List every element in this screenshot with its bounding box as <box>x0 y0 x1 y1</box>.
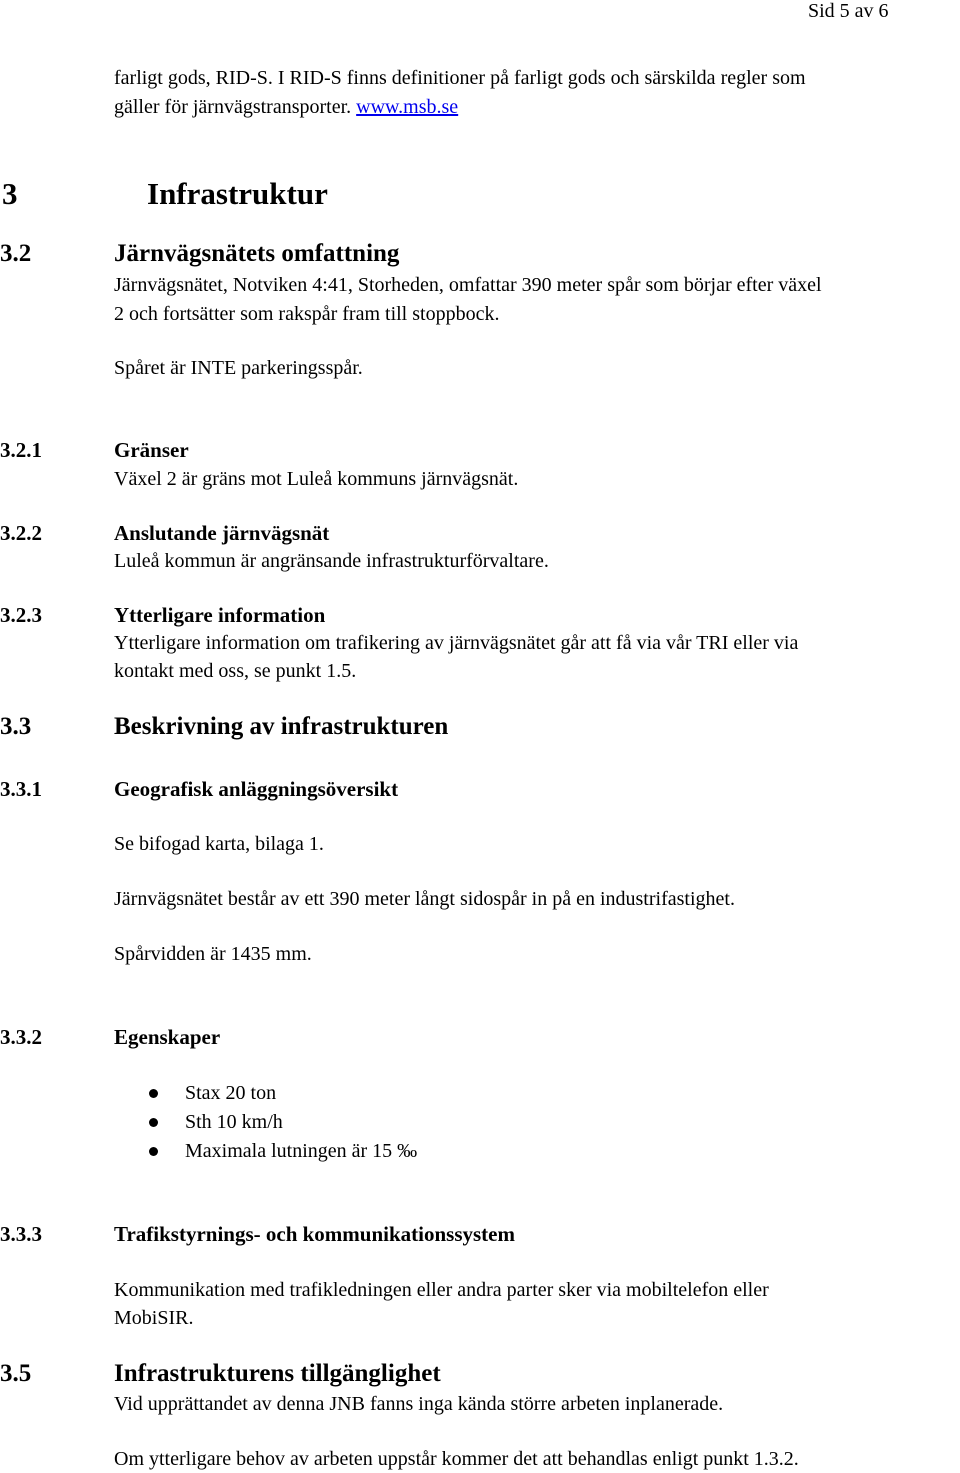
intro-line-2-text: gäller för järnvägstransporter. <box>114 96 357 118</box>
section-3-3-1-number: 3.3.1 <box>0 777 42 801</box>
section-3-5-title: Infrastrukturens tillgänglighet <box>114 1360 441 1387</box>
intro-line-2 <box>114 93 458 121</box>
section-3-2-2-title: Anslutande järnvägsnät <box>114 521 330 545</box>
bullet-item: Stax 20 ton <box>185 1082 277 1104</box>
bullet-dot-icon <box>149 1089 158 1098</box>
section-3-2-1-text: Växel 2 är gräns mot Luleå kommuns järnvägsnät. <box>114 468 519 490</box>
msb-link[interactable]: www.msb.se <box>356 96 459 118</box>
section-3-3-1-p3: Spårvidden är 1435 mm. <box>114 943 312 965</box>
section-3-3-title: Beskrivning av infrastrukturen <box>114 713 449 740</box>
section-3-number: 3 <box>2 176 18 211</box>
section-3-2-3-number: 3.2.3 <box>0 603 42 627</box>
section-3-3-1-title: Geografisk anläggningsöversikt <box>114 777 399 801</box>
section-3-3-3-number: 3.3.3 <box>0 1222 42 1246</box>
section-3-2-line-3: Spåret är INTE parkeringsspår. <box>114 357 363 379</box>
section-3-2-line-2: 2 och fortsätter som rakspår fram till stoppbock. <box>114 303 500 325</box>
section-3-2-3-title: Ytterligare information <box>114 603 326 627</box>
section-3-5-p1: Vid upprättandet av denna JNB fanns inga kända större arbeten inplanerade. <box>114 1393 724 1415</box>
section-3-3-3-line-2: MobiSIR. <box>114 1307 194 1329</box>
section-3-3-3-line-1: Kommunikation med trafikledningen eller andra parter sker via mobiltelefon eller <box>114 1279 769 1301</box>
bullet-dot-icon <box>149 1118 158 1127</box>
section-3-3-3-title: Trafikstyrnings- och kommunikationssystem <box>114 1222 515 1246</box>
section-3-3-1-p1: Se bifogad karta, bilaga 1. <box>114 833 324 855</box>
section-3-5-number: 3.5 <box>0 1360 32 1387</box>
section-3-3-2-number: 3.3.2 <box>0 1025 42 1049</box>
section-3-3-number: 3.3 <box>0 713 32 740</box>
bullet-dot-icon <box>149 1147 158 1156</box>
section-3-2-1-number: 3.2.1 <box>0 438 42 462</box>
section-3-2-3-line-1: Ytterligare information om trafikering av järnvägsnätet går att få via vår TRI eller via <box>114 632 799 654</box>
page-number: Sid 5 av 6 <box>808 0 889 22</box>
bullet-item: Maximala lutningen är 15 ‰ <box>185 1140 418 1162</box>
section-3-2-3-line-2: kontakt med oss, se punkt 1.5. <box>114 660 357 682</box>
intro-line-1: farligt gods, RID-S. I RID-S finns definitioner på farligt gods och särskilda regler som <box>114 67 806 89</box>
section-3-2-number: 3.2 <box>0 240 32 267</box>
section-3-2-1-title: Gränser <box>114 438 189 462</box>
section-3-5-p2: Om ytterligare behov av arbeten uppstår kommer det att behandlas enligt punkt 1.3.2. <box>114 1448 799 1470</box>
section-3-2-line-1: Järnvägsnätet, Notviken 4:41, Storheden, omfattar 390 meter spår som börjar efter växel <box>114 274 822 296</box>
section-3-title: Infrastruktur <box>147 176 328 211</box>
bullet-item: Sth 10 km/h <box>185 1111 283 1133</box>
section-3-2-title: Järnvägsnätets omfattning <box>114 240 400 267</box>
section-3-3-1-p2: Järnvägsnätet består av ett 390 meter långt sidospår in på en industrifastighet. <box>114 888 735 910</box>
section-3-3-2-title: Egenskaper <box>114 1025 221 1049</box>
section-3-2-2-text: Luleå kommun är angränsande infrastrukturförvaltare. <box>114 550 549 572</box>
section-3-2-2-number: 3.2.2 <box>0 521 42 545</box>
